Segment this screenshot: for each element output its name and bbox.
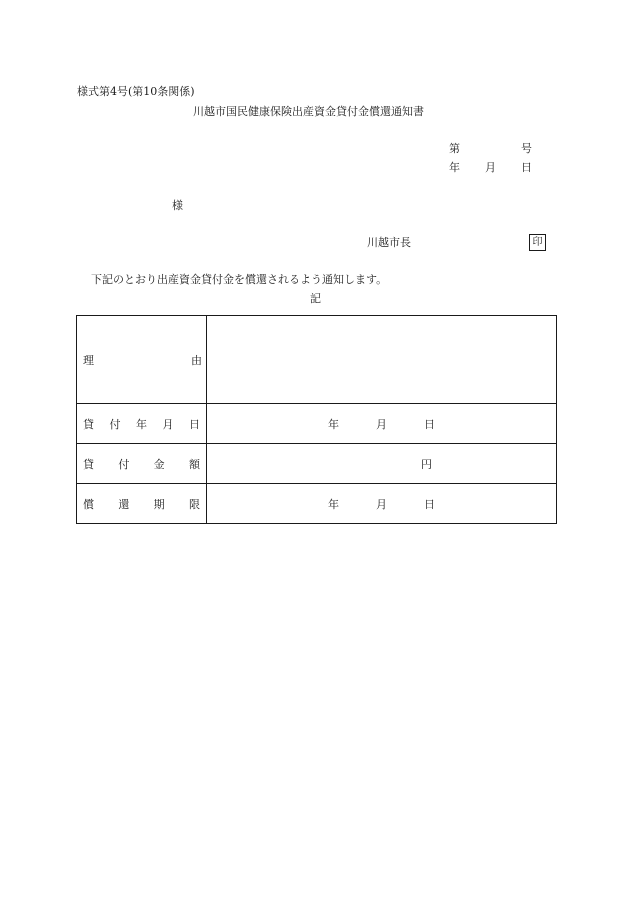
- loan-amount-value-cell: [207, 444, 557, 484]
- doc-number-prefix: 第: [449, 142, 460, 155]
- label-char: 付: [118, 457, 130, 471]
- issue-date-month: 月: [485, 161, 496, 174]
- notice-text: 下記のとおり出産資金貸付金を償還されるよう通知します。: [91, 273, 388, 286]
- issuer-name: 川越市長: [367, 236, 411, 249]
- loan-amount-label-cell: [77, 444, 207, 484]
- record-table: [76, 315, 557, 524]
- table-row: [77, 444, 557, 484]
- label-char: 金: [153, 457, 165, 471]
- repay-deadline-year: 年: [328, 497, 339, 511]
- label-char: 還: [118, 497, 130, 511]
- reason-value-cell: [207, 316, 557, 404]
- loan-date-year: 年: [328, 417, 339, 431]
- form-number-label: 様式第4号(第10条関係): [77, 85, 195, 98]
- doc-number-suffix: 号: [521, 142, 532, 155]
- loan-date-month: 月: [376, 417, 387, 431]
- loan-date-day: 日: [424, 417, 435, 431]
- label-char: 限: [188, 497, 200, 511]
- issue-date-day: 日: [521, 161, 532, 174]
- label-char: 期: [153, 497, 165, 511]
- label-char: 貸: [83, 417, 94, 431]
- label-char: 償: [83, 497, 94, 511]
- label-char: 月: [162, 417, 174, 431]
- table-row: [77, 316, 557, 404]
- table-row: [77, 404, 557, 444]
- label-char: 由: [191, 353, 202, 367]
- loan-date-value-cell: [207, 404, 557, 444]
- label-char: 貸: [83, 457, 94, 471]
- repay-deadline-day: 日: [424, 497, 435, 511]
- reason-label-cell: [77, 316, 207, 404]
- label-char: 日: [189, 417, 200, 431]
- repay-deadline-month: 月: [376, 497, 387, 511]
- label-char: 理: [83, 353, 94, 367]
- ki-heading: 記: [310, 292, 321, 305]
- document-title: 川越市国民健康保険出産資金貸付金償還通知書: [193, 105, 424, 118]
- label-char: 付: [109, 417, 121, 431]
- loan-date-label-cell: [77, 404, 207, 444]
- seal-stamp: 印: [529, 234, 546, 251]
- label-char: 年: [136, 417, 147, 431]
- label-char: 額: [188, 457, 200, 471]
- repay-deadline-label-cell: [77, 484, 207, 524]
- repay-deadline-value-cell: [207, 484, 557, 524]
- table-row: [77, 484, 557, 524]
- recipient-honorific: 様: [172, 199, 183, 212]
- issue-date-year: 年: [449, 161, 460, 174]
- loan-amount-unit: 円: [421, 457, 432, 471]
